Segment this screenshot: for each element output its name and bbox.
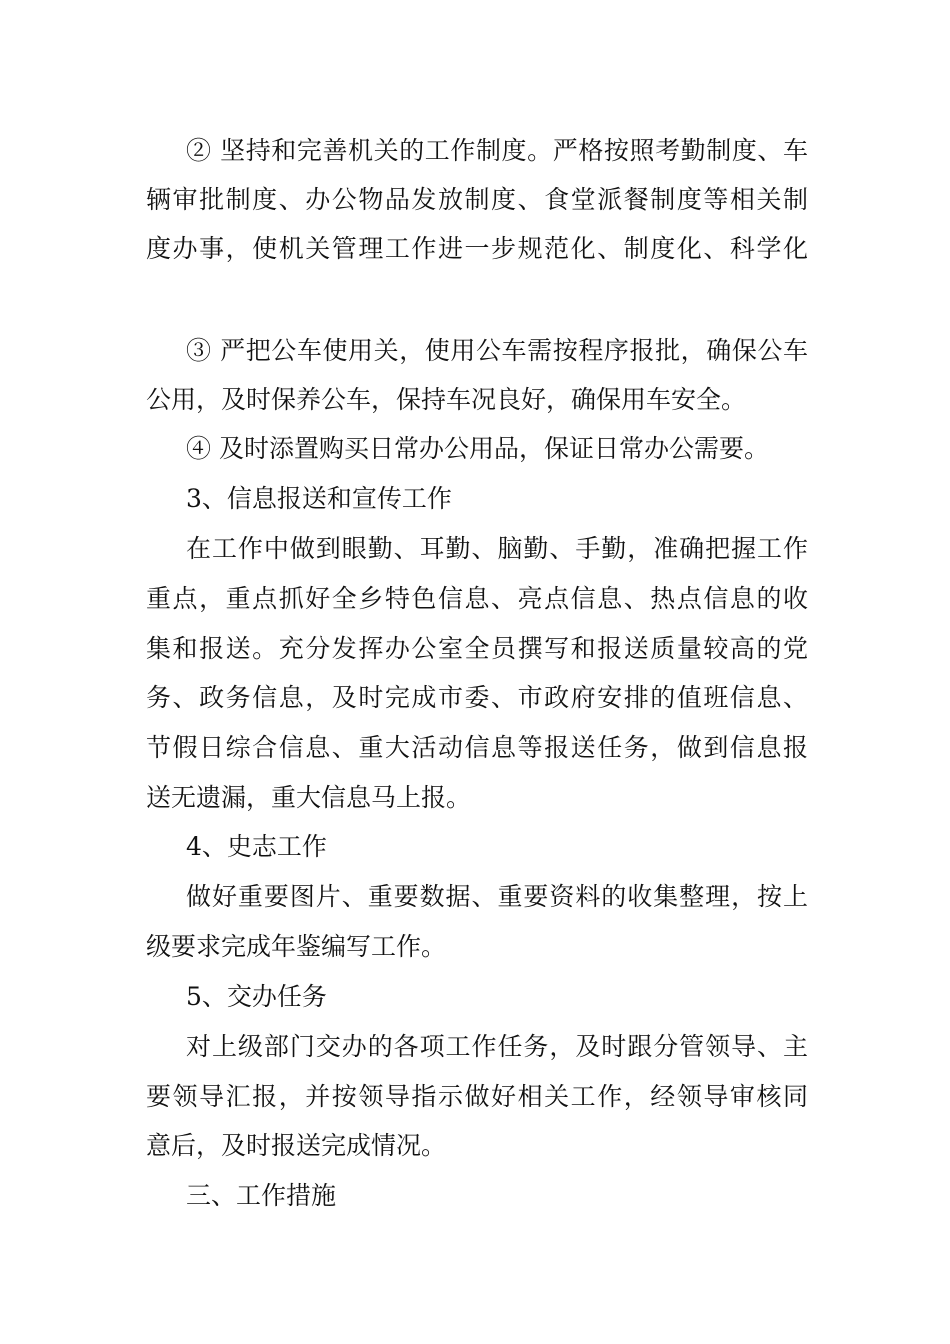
section-heading: 三、工作措施 [186, 1181, 337, 1210]
section-heading: 4、史志工作 [186, 832, 327, 861]
paragraph-line: 做好重要图片、重要数据、重要资料的收集整理，按上 [186, 882, 808, 911]
paragraph-line: 集和报送。充分发挥办公室全员撰写和报送质量较高的党 [146, 634, 808, 663]
paragraph-line: 要领导汇报，并按领导指示做好相关工作，经领导审核同 [146, 1082, 808, 1111]
section-heading: 5、交办任务 [186, 982, 327, 1011]
paragraph-line: 公用，及时保养公车，保持车况良好，确保用车安全。 [146, 385, 747, 414]
paragraph-line: 对上级部门交办的各项工作任务，及时跟分管领导、主 [186, 1032, 808, 1061]
paragraph-line: ③ 严把公车使用关，使用公车需按程序报批，确保公车 [186, 336, 808, 365]
paragraph-line: 在工作中做到眼勤、耳勤、脑勤、手勤，准确把握工作 [186, 534, 808, 563]
paragraph-line: ② 坚持和完善机关的工作制度。严格按照考勤制度、车 [186, 136, 808, 165]
paragraph-line: ④ 及时添置购买日常办公用品，保证日常办公需要。 [186, 434, 769, 463]
paragraph-line: 重点，重点抓好全乡特色信息、亮点信息、热点信息的收 [146, 584, 808, 613]
paragraph-line: 级要求完成年鉴编写工作。 [146, 932, 447, 961]
paragraph-line: 送无遗漏，重大信息马上报。 [146, 783, 472, 812]
section-heading: 3、信息报送和宣传工作 [186, 484, 452, 513]
paragraph-line: 意后，及时报送完成情况。 [146, 1131, 447, 1160]
paragraph-line: 务、政务信息，及时完成市委、市政府安排的值班信息、 [146, 683, 808, 712]
paragraph-line: 辆审批制度、办公物品发放制度、食堂派餐制度等相关制 [146, 185, 808, 214]
paragraph-line: 度办事，使机关管理工作进一步规范化、制度化、科学化 [146, 234, 808, 263]
paragraph-line: 节假日综合信息、重大活动信息等报送任务，做到信息报 [146, 733, 808, 762]
